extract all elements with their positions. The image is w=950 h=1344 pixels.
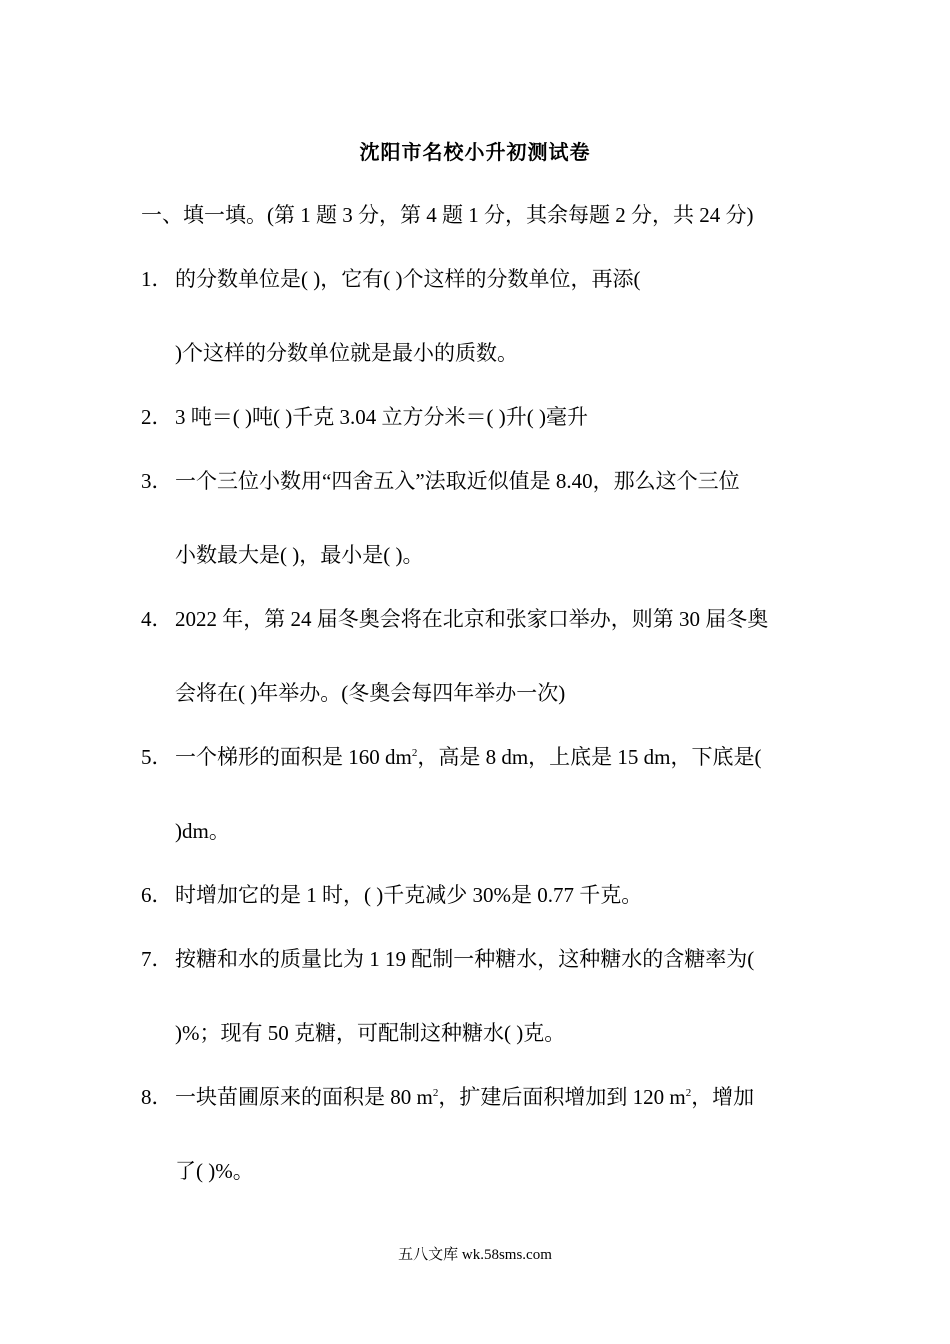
question-text-part-1: 一块苗圃原来的面积是 80 m (175, 1085, 433, 1109)
question-7-line-2: )%；现有 50 克糖，可配制这种糖水( )克。 (175, 1021, 566, 1045)
question-text: 3 吨＝( )吨( )千克 3.04 立方分米＝( )升( )毫升 (175, 405, 588, 429)
superscript: 2 (432, 1087, 439, 1099)
question-number: 1． (141, 267, 173, 291)
question-3-line-1 (141, 466, 740, 496)
question-text: 2022 年，第 24 届冬奥会将在北京和张家口举办，则第 30 届冬奥 (175, 607, 769, 631)
question-text-part-3: ，增加 (691, 1085, 755, 1109)
superscript: 2 (411, 747, 418, 759)
question-number: 6． (141, 883, 173, 907)
question-2-line-1 (141, 402, 588, 432)
page-footer: 五八文库 wk.58sms.com (398, 1247, 552, 1263)
page-title: 沈阳市名校小升初测试卷 (359, 142, 591, 164)
question-text: 按糖和水的质量比为 1 19 配制一种糖水，这种糖水的含糖率为( (175, 947, 755, 971)
question-6-line-1 (141, 880, 642, 910)
question-text: 时增加它的是 1 时，( )千克减少 30%是 0.77 千克。 (175, 883, 643, 907)
question-number: 4． (141, 607, 173, 631)
question-8-line-1 (141, 1082, 754, 1112)
question-text: 的分数单位是( )，它有( )个这样的分数单位，再添( (175, 267, 641, 291)
question-4-line-2: 会将在( )年举办。(冬奥会每四年举办一次) (175, 681, 566, 705)
question-text-part-2: ，高是 8 dm，上底是 15 dm，下底是( (417, 745, 762, 769)
question-5-line-1 (141, 742, 762, 772)
question-number: 8． (141, 1085, 173, 1109)
question-number: 3． (141, 469, 173, 493)
question-7-line-1 (141, 944, 754, 974)
section-heading: 一、填一填。(第 1 题 3 分，第 4 题 1 分，其余每题 2 分，共 24 分) (141, 203, 754, 227)
question-text-part-1: 一个梯形的面积是 160 dm (175, 745, 412, 769)
question-1-line-1 (141, 264, 640, 294)
superscript: 2 (685, 1087, 692, 1099)
question-5-line-2: )dm。 (175, 819, 230, 843)
question-4-line-1 (141, 604, 768, 634)
question-number: 2． (141, 405, 173, 429)
question-text: 一个三位小数用“四舍五入”法取近似值是 8.40，那么这个三位 (175, 469, 740, 493)
question-8-line-2: 了( )%。 (175, 1159, 254, 1183)
question-number: 7． (141, 947, 173, 971)
question-1-line-2: )个这样的分数单位就是最小的质数。 (175, 341, 518, 365)
question-number: 5． (141, 745, 173, 769)
question-text-part-2: ，扩建后面积增加到 120 m (438, 1085, 686, 1109)
question-3-line-2: 小数最大是( )，最小是( )。 (175, 543, 424, 567)
